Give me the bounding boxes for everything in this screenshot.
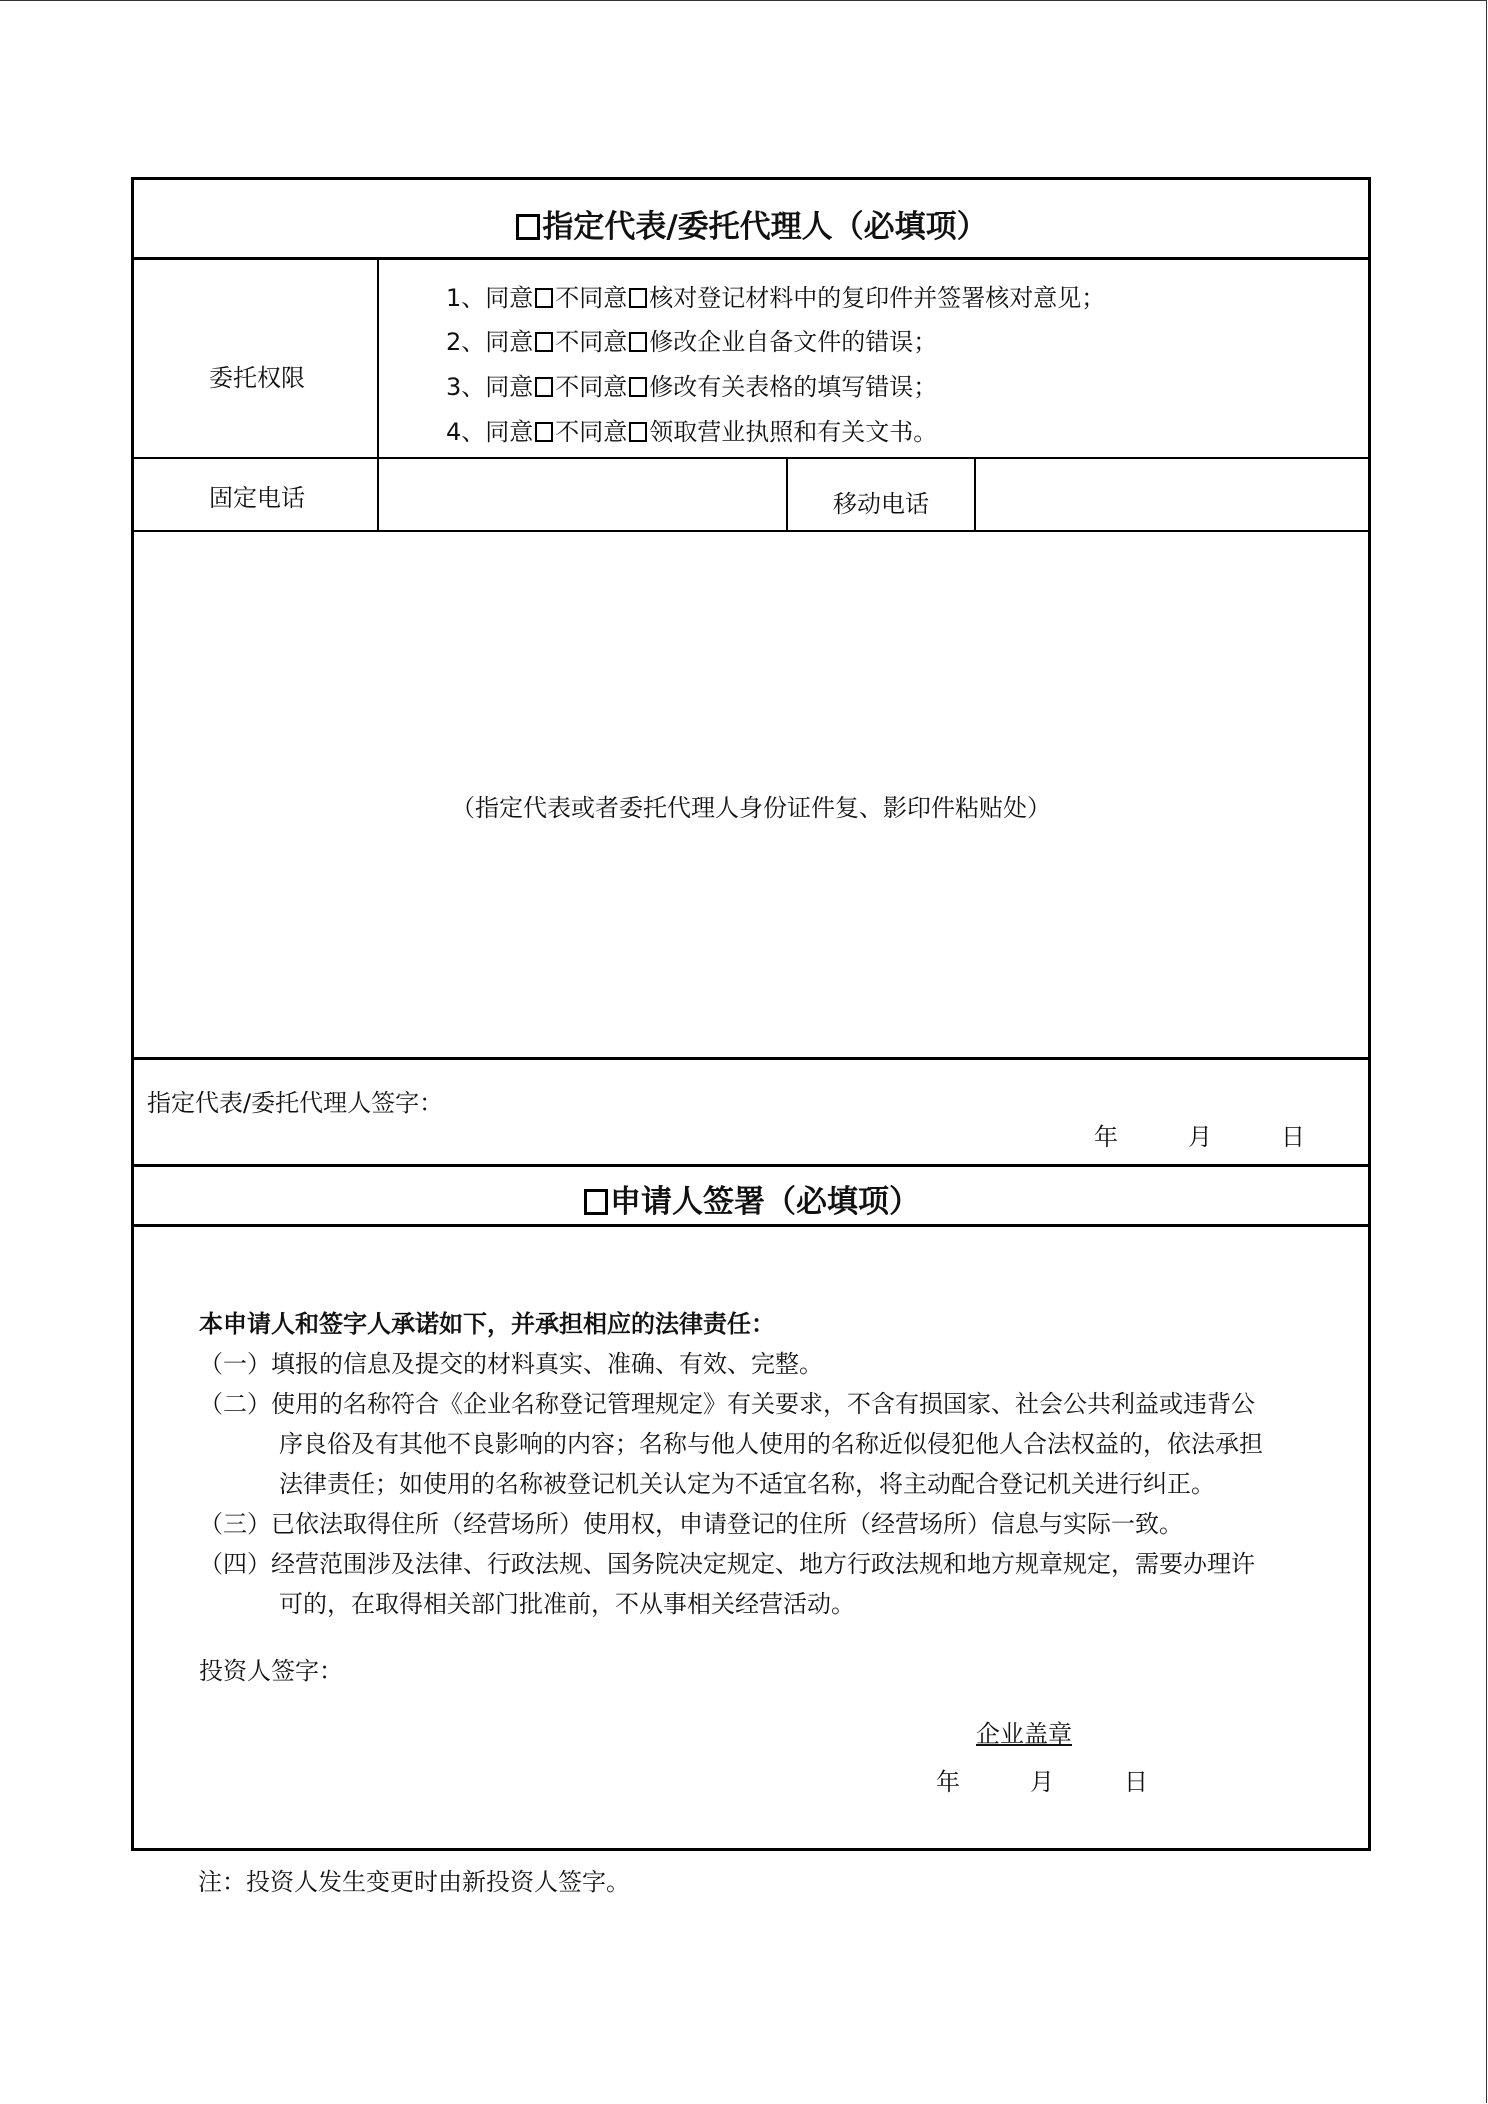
- section2-title-text: 申请人签署（必填项）: [610, 1184, 920, 1220]
- disagree-label: 不同意: [555, 373, 628, 401]
- commitment-label: （一）: [199, 1350, 271, 1378]
- section1-title: [134, 201, 1368, 246]
- applicant-date-month: 月: [1030, 1768, 1054, 1796]
- mobile-field[interactable]: [977, 478, 1367, 508]
- permission-text: 领取营业执照和有关文书。: [649, 418, 938, 446]
- commitment-label: （四）: [199, 1550, 271, 1578]
- permission-text: 核对登记材料中的复印件并签署核对意见；: [649, 284, 1106, 312]
- commitment-4-line-2: 可的，在取得相关部门批准前，不从事相关经营活动。: [279, 1590, 855, 1618]
- section1-title-text: 指定代表/委托代理人（必填项）: [542, 209, 988, 245]
- disagree-checkbox[interactable]: [629, 288, 647, 308]
- id-paste-hint: （指定代表或者委托代理人身份证件复、影印件粘贴处）: [451, 794, 1051, 822]
- permission-number: 3、: [446, 373, 486, 401]
- divider: [134, 457, 1368, 459]
- permission-number: 1、: [446, 284, 486, 312]
- disagree-checkbox[interactable]: [629, 422, 647, 442]
- agree-label: 同意: [485, 418, 534, 446]
- permission-text: 修改有关表格的填写错误；: [649, 373, 938, 401]
- divider: [134, 1224, 1368, 1227]
- agent-date-year: 年: [1094, 1123, 1118, 1151]
- commitment-2-line-2: 序良俗及有其他不良影响的内容；名称与他人使用的名称近似侵犯他人合法权益的，依法承担: [279, 1430, 1263, 1458]
- permission-number: 4、: [446, 418, 486, 446]
- commitment-4: [199, 1544, 1255, 1579]
- disagree-label: 不同意: [555, 328, 628, 356]
- commitment-heading: 本申请人和签字人承诺如下，并承担相应的法律责任：: [199, 1310, 775, 1338]
- disagree-checkbox[interactable]: [629, 332, 647, 352]
- investor-signature-label: 投资人签字：: [199, 1657, 343, 1685]
- registration-form-table: [131, 177, 1371, 1851]
- commitment-label: （三）: [199, 1510, 271, 1538]
- disagree-checkbox[interactable]: [629, 377, 647, 397]
- company-seal-label: 企业盖章: [976, 1720, 1072, 1748]
- agree-label: 同意: [485, 373, 534, 401]
- commitment-text: 经营范围涉及法律、行政法规、国务院决定规定、地方行政法规和地方规章规定，需要办理许: [271, 1550, 1255, 1578]
- permission-number: 2、: [446, 328, 486, 356]
- divider: [974, 459, 976, 532]
- agent-date-day: 日: [1281, 1123, 1305, 1151]
- agree-checkbox[interactable]: [535, 422, 553, 442]
- commitment-1: [199, 1344, 823, 1379]
- divider: [134, 1164, 1368, 1167]
- landline-field[interactable]: [382, 478, 786, 508]
- commitment-3: [199, 1504, 1183, 1539]
- section2-checkbox[interactable]: [584, 1189, 608, 1215]
- permission-item-4: [446, 412, 937, 447]
- commitment-2: [199, 1384, 1255, 1419]
- commitment-text: 使用的名称符合《企业名称登记管理规定》有关要求，不含有损国家、社会公共利益或违背公: [271, 1390, 1255, 1418]
- agent-date-month: 月: [1188, 1123, 1212, 1151]
- section1-checkbox[interactable]: [516, 214, 540, 240]
- permission-text: 修改企业自备文件的错误；: [649, 328, 938, 356]
- mobile-label: 移动电话: [833, 490, 929, 518]
- commitment-2-line-3: 法律责任；如使用的名称被登记机关认定为不适宜名称，将主动配合登记机关进行纠正。: [279, 1470, 1215, 1498]
- divider: [134, 530, 1368, 532]
- commitment-text: 填报的信息及提交的材料真实、准确、有效、完整。: [271, 1350, 823, 1378]
- permission-item-2: [446, 322, 937, 357]
- landline-label: 固定电话: [209, 484, 305, 512]
- commitment-label: （二）: [199, 1390, 271, 1418]
- disagree-label: 不同意: [555, 284, 628, 312]
- agree-label: 同意: [485, 284, 534, 312]
- agree-checkbox[interactable]: [535, 288, 553, 308]
- divider: [134, 257, 1368, 260]
- permission-item-1: [446, 278, 1105, 313]
- commitment-text: 已依法取得住所（经营场所）使用权，申请登记的住所（经营场所）信息与实际一致。: [271, 1510, 1183, 1538]
- applicant-date-day: 日: [1124, 1768, 1148, 1796]
- permission-item-3: [446, 367, 937, 402]
- applicant-date-year: 年: [936, 1768, 960, 1796]
- agent-signature-label: 指定代表/委托代理人签字：: [147, 1089, 444, 1117]
- agree-checkbox[interactable]: [535, 332, 553, 352]
- section2-title: [134, 1176, 1368, 1221]
- disagree-label: 不同意: [555, 418, 628, 446]
- footnote: 注：投资人发生变更时由新投资人签字。: [198, 1868, 630, 1896]
- divider: [134, 1057, 1368, 1060]
- agree-label: 同意: [485, 328, 534, 356]
- agree-checkbox[interactable]: [535, 377, 553, 397]
- authority-label: 委托权限: [209, 364, 305, 392]
